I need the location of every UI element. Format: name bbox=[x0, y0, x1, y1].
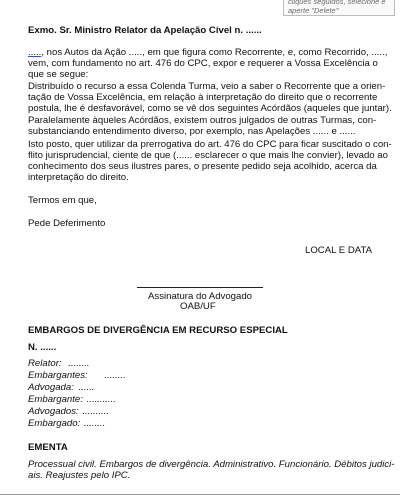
petitioner-blank[interactable]: ..... bbox=[28, 47, 42, 58]
instruction-note-line-2: aperte "Delete" bbox=[288, 6, 339, 15]
document-title: EMBARGOS DE DIVERGÊNCIA EM RECURSO ESPECIAL bbox=[28, 325, 288, 336]
paragraph-1-line-2: tação de Vossa Excelência, em relação à interpretação do direito que o recorrente bbox=[28, 92, 378, 103]
ementa-title: EMENTA bbox=[28, 442, 68, 453]
field-value: ........... bbox=[86, 394, 116, 405]
field-value: .......... bbox=[82, 406, 109, 417]
signature-registration: OAB/UF bbox=[180, 301, 216, 312]
field-label: Advogados: bbox=[28, 406, 79, 417]
ementa-line-1: Processual civil. Embargos de divergência. Administrativo. Funcionário. Débitos judici- bbox=[28, 459, 395, 470]
field-label: Advogada: bbox=[28, 382, 74, 393]
closing-terms: Termos em que, bbox=[28, 195, 97, 206]
place-and-date: LOCAL E DATA bbox=[305, 245, 372, 256]
field-value: ...... bbox=[78, 382, 95, 393]
ementa-line-2: ais. Reajustes pelo IPC. bbox=[28, 470, 131, 481]
field-advogada bbox=[28, 382, 95, 393]
field-relator bbox=[28, 358, 90, 369]
paragraph-2-line-2: substanciando entendimento diverso, por exemplo, nas Apelações ...... e ...... bbox=[28, 126, 356, 137]
paragraph-3-line-2: flito jurisprudencial, ciente de que (...... esclarecer o que mais lhe convier), levado ao bbox=[28, 150, 388, 161]
paragraph-3-line-4: interpretação do direito. bbox=[28, 172, 129, 183]
field-value: ........ bbox=[83, 418, 106, 429]
addressee-header: Exmo. Sr. Ministro Relator da Apelação Cível n. ...... bbox=[28, 25, 262, 36]
paragraph-3-line-1: Isto posto, quer utilizar da prerrogativa do art. 476 do CPC para ficar suscitado o con- bbox=[28, 139, 392, 150]
page-bottom-divider bbox=[0, 494, 400, 495]
intro-line-1-text: , nos Autos da Ação ....., em que figura como Recorrente, e, como Recorrido, ....., bbox=[41, 47, 388, 58]
field-embargante bbox=[28, 394, 116, 405]
field-label: Relator: bbox=[28, 358, 62, 369]
intro-line-1 bbox=[28, 47, 387, 58]
field-embargado bbox=[28, 418, 105, 429]
field-value: ........ bbox=[68, 358, 90, 369]
closing-request: Pede Deferimento bbox=[28, 218, 106, 229]
instruction-note-line-1: cliques seguidos, selecione e bbox=[288, 0, 386, 6]
signature-label: Assinatura do Advogado bbox=[148, 291, 253, 302]
field-label: Embargante: bbox=[28, 394, 83, 405]
paragraph-2-line-1: Paralelamente àqueles Acórdãos, existem outros julgados de outras Turmas, con- bbox=[28, 115, 377, 126]
field-value: ........ bbox=[104, 370, 126, 381]
process-number: N. ...... bbox=[28, 342, 57, 353]
field-advogados bbox=[28, 406, 109, 417]
field-embargantes bbox=[28, 370, 126, 381]
paragraph-1-line-3: postula, lhe é desfavorável, como se vê dos seguintes Acórdãos (aqueles que juntar). bbox=[28, 103, 392, 114]
field-label: Embargantes: bbox=[28, 370, 88, 381]
paragraph-1-line-1: Distribuído o recurso a essa Colenda Turma, veio a saber o Recorrente que a orien- bbox=[28, 81, 386, 92]
instruction-note bbox=[283, 0, 395, 16]
intro-line-2: vem, com fundamento no art. 476 do CPC, expor e requerer a Vossa Excelência o bbox=[28, 58, 378, 69]
field-label: Embargado: bbox=[28, 418, 81, 429]
signature-line bbox=[137, 287, 263, 288]
intro-line-3: que se segue: bbox=[28, 69, 89, 80]
paragraph-3-line-3: conhecimento dos seus ilustres pares, o presente pedido seja acolhido, acerca da bbox=[28, 161, 377, 172]
